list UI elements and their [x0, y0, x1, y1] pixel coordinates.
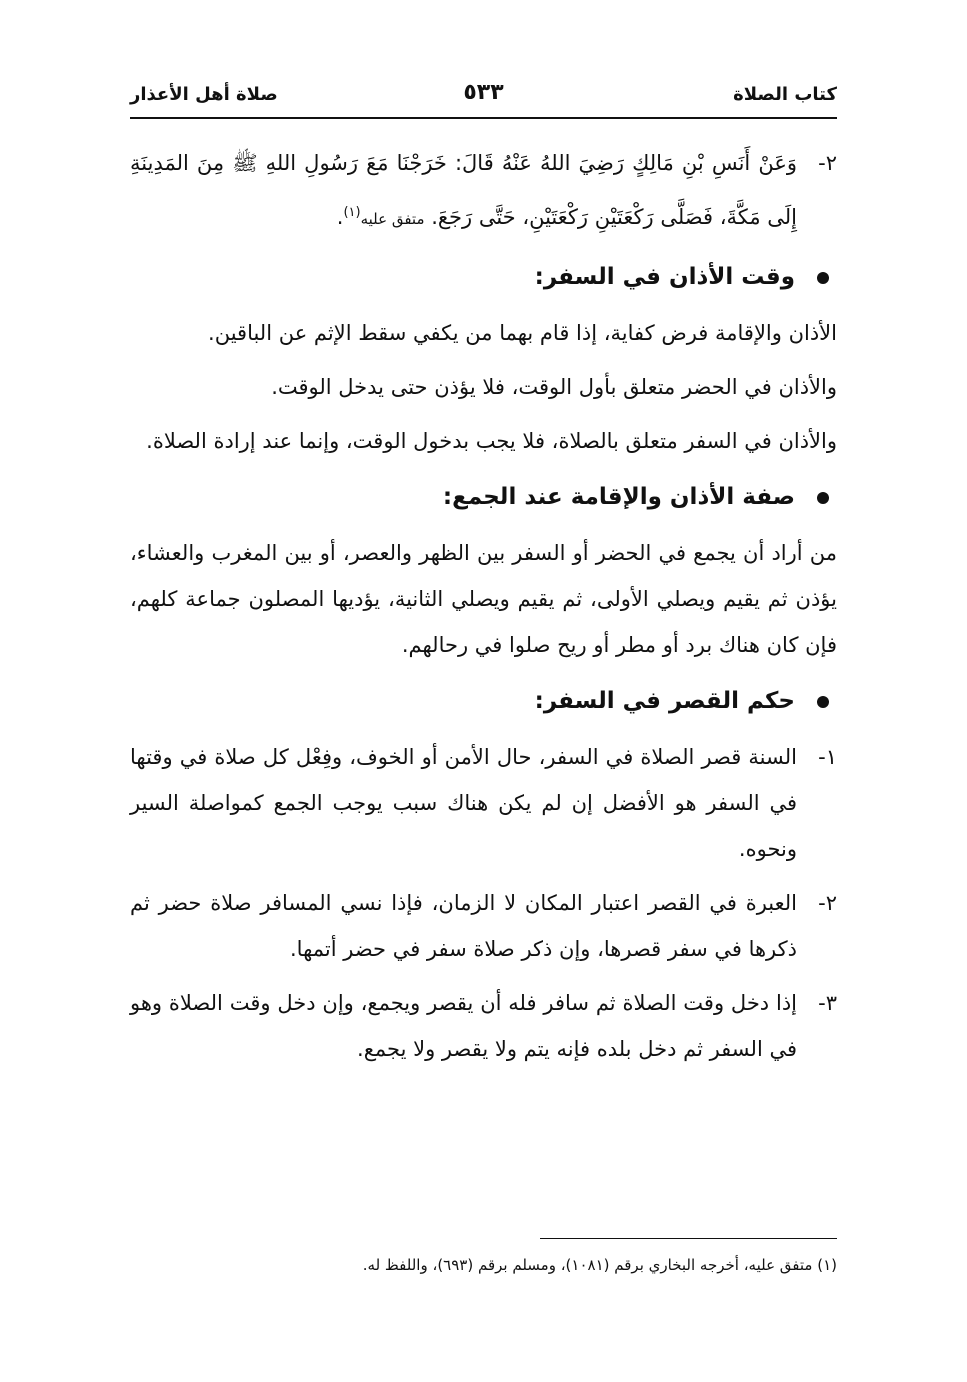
item-text: السنة قصر الصلاة في السفر، حال الأمن أو الخوف، وفِعْل كل صلاة في وقتها في السفر هو الأفضل إن لم يكن هناك سبب يوجب الجمع كمواصلة السير ونحوه.	[130, 745, 797, 861]
hadith-end: .	[336, 205, 344, 229]
item-text: العبرة في القصر اعتبار المكان لا الزمان، فإذا نسي المسافر صلاة حضر ثم ذكرها في سفر قصرها، وإن ذكر صلاة سفر في حضر أتمها.	[130, 891, 797, 961]
section-heading-adhan-jam	[130, 472, 837, 522]
hadith-text: وَعَنْ أَنَسِ بْنِ مَالِكٍ رَضِيَ اللهُ عَنْهُ قَالَ: خَرَجْنَا مَعَ رَسُولِ اللهِ ﷺ مِنَ المَدِينَةِ إِلَى مَكَّةَ، فَصَلَّى رَكْعَتَيْنِ رَكْعَتَيْنِ، حَتَّى رَجَعَ.	[130, 151, 797, 229]
paragraph: والأذان في السفر متعلق بالصلاة، فلا يجب بدخول الوقت، وإنما عند إرادة الصلاة.	[146, 429, 837, 453]
paragraph: من أراد أن يجمع في الحضر أو السفر بين الظهر والعصر، أو بين المغرب والعشاء، يؤذن ثم يقيم ويصلي الأولى، ثم يقيم ويصلي الثانية، يؤديها المصلون جماعة كلهم، فإن كان هناك برد أو مطر أو ريح صلوا في رحالهم.	[130, 541, 837, 657]
item-number: ١-	[818, 745, 837, 769]
heading-text: وقت الأذان في السفر:	[534, 264, 795, 290]
bullet-icon	[817, 272, 829, 284]
list-item	[130, 980, 837, 1072]
list-item	[130, 734, 837, 872]
heading-text: حكم القصر في السفر:	[534, 688, 795, 714]
item-number: ٣-	[818, 991, 837, 1015]
paragraph: الأذان والإقامة فرض كفاية، إذا قام بهما من يكفي سقط الإثم عن الباقين.	[208, 321, 837, 345]
hadith-number: ٢-	[818, 151, 837, 175]
page-body	[130, 138, 837, 1072]
bullet-icon	[817, 492, 829, 504]
footnote: (١) متفق عليه، أخرجه البخاري برقم (١٠٨١)، ومسلم برقم (٦٩٣)، واللفظ له.	[362, 1256, 837, 1274]
list-item	[130, 880, 837, 972]
paragraph: والأذان في الحضر متعلق بأول الوقت، فلا يؤذن حتى يدخل الوقت.	[271, 375, 837, 399]
heading-text: صفة الأذان والإقامة عند الجمع:	[442, 484, 795, 510]
hadith-paragraph	[130, 138, 837, 244]
footnote-divider	[540, 1238, 837, 1239]
header-divider	[130, 117, 837, 119]
bullet-icon	[817, 696, 829, 708]
footnote-ref: (١)	[343, 205, 361, 220]
section-heading-qasr	[130, 676, 837, 726]
book-title: كتاب الصلاة	[733, 84, 837, 105]
item-number: ٢-	[818, 891, 837, 915]
section-heading-adhan-travel	[130, 252, 837, 302]
running-header	[130, 80, 837, 114]
hadith-source: متفق عليه	[360, 210, 425, 228]
page-number: ٥٣٣	[463, 80, 504, 105]
chapter-title: صلاة أهل الأعذار	[130, 84, 278, 105]
item-text: إذا دخل وقت الصلاة ثم سافر فله أن يقصر ويجمع، وإن دخل وقت الصلاة وهو في السفر ثم دخل بلده فإنه يتم ولا يقصر ولا يجمع.	[130, 991, 797, 1061]
